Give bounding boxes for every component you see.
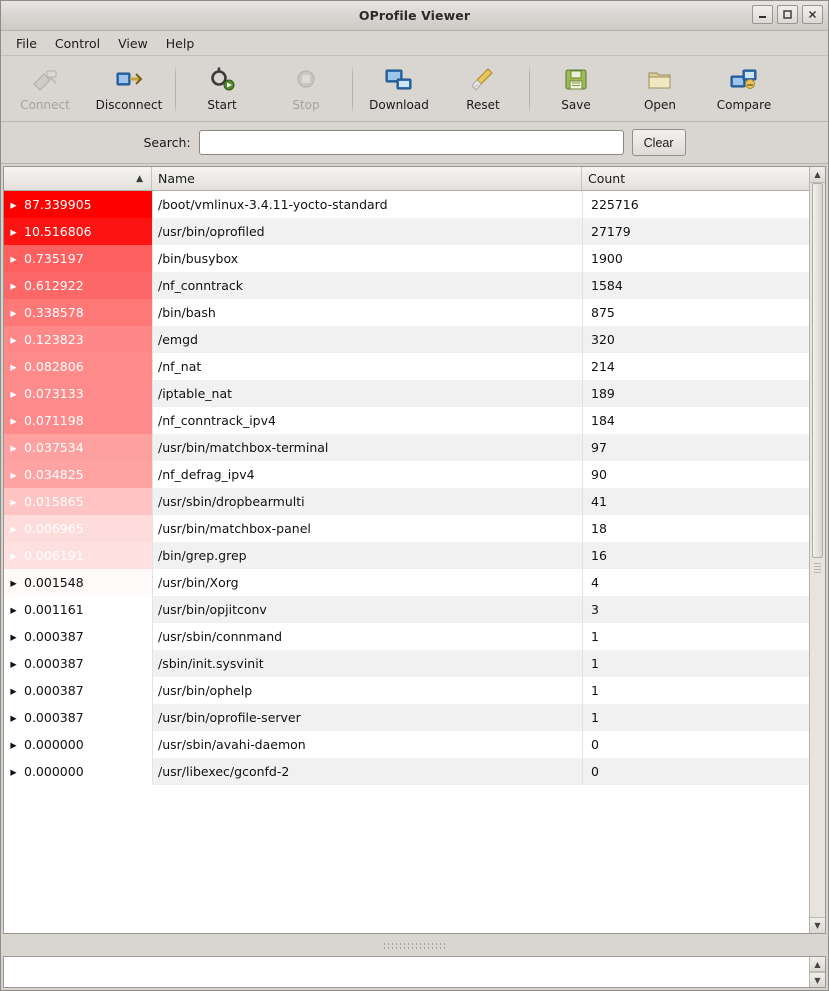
cell-count: 1 [582,650,809,677]
percent-value: 0.612922 [24,278,84,293]
cell-percent [4,272,152,299]
percent-value: 0.000387 [24,710,84,725]
cell-count: 0 [582,731,809,758]
details-scroll-down-button[interactable]: ▼ [810,972,825,987]
title-bar [1,1,828,31]
expander-triangle-icon[interactable]: ▸ [10,413,17,428]
sort-ascending-icon: ▲ [136,173,143,184]
reset-label: Reset [466,98,500,112]
percent-value: 0.000000 [24,764,84,779]
maximize-button[interactable] [777,5,798,24]
search-label: Search: [143,135,191,150]
scroll-thumb-grip [814,563,821,573]
table-row[interactable] [4,407,809,434]
cell-count: 3 [582,596,809,623]
cell-name: /usr/bin/ophelp [152,677,582,704]
percent-value: 0.001548 [24,575,84,590]
stop-button[interactable] [264,60,348,119]
percent-value: 0.338578 [24,305,84,320]
table-row[interactable] [4,569,809,596]
toolbar-separator-1 [175,64,176,115]
save-label: Save [561,98,591,112]
compare-label: Compare [716,98,772,112]
table-row[interactable] [4,191,809,218]
table-body [4,191,809,933]
cell-percent [4,299,152,326]
cell-count: 184 [582,407,809,434]
clear-button[interactable]: Clear [632,129,686,156]
percent-value: 0.001161 [24,602,84,617]
start-button[interactable] [180,60,264,119]
cell-count: 90 [582,461,809,488]
cell-percent [4,758,152,785]
cell-count: 1584 [582,272,809,299]
details-pane-scrollbar[interactable] [809,957,825,987]
scroll-down-button[interactable]: ▼ [810,917,825,933]
cell-percent [4,569,152,596]
details-pane-content [4,957,809,987]
cell-name: /usr/libexec/gconfd-2 [152,758,582,785]
cell-count: 875 [582,299,809,326]
download-label: Download [369,98,429,112]
expander-triangle-icon[interactable]: ▸ [10,494,17,509]
disconnect-button[interactable] [87,60,171,119]
cell-percent [4,596,152,623]
table-row[interactable] [4,272,809,299]
cell-percent [4,407,152,434]
expander-triangle-icon[interactable]: ▸ [10,710,17,725]
column-header-count-label: Count [588,171,626,186]
table-row[interactable] [4,677,809,704]
menu-view[interactable]: View [118,35,148,51]
profile-table [3,166,826,934]
cell-name: /bin/busybox [152,245,582,272]
cell-name: /usr/bin/oprofile-server [152,704,582,731]
table-row[interactable] [4,623,809,650]
cell-count: 16 [582,542,809,569]
table-row[interactable] [4,488,809,515]
expander-triangle-icon[interactable]: ▸ [10,359,17,374]
expander-triangle-icon[interactable]: ▸ [10,278,17,293]
table-row[interactable] [4,380,809,407]
cell-count: 1900 [582,245,809,272]
percent-value: 0.082806 [24,359,84,374]
cell-percent [4,326,152,353]
search-input[interactable] [199,130,624,155]
cell-name: /emgd [152,326,582,353]
cell-name: /nf_nat [152,353,582,380]
table-row[interactable] [4,731,809,758]
percent-value: 0.015865 [24,494,84,509]
cell-percent [4,191,152,218]
menu-file[interactable]: File [16,35,37,51]
expander-triangle-icon[interactable]: ▸ [10,521,17,536]
minimize-button[interactable] [752,5,773,24]
connect-button[interactable] [3,60,87,119]
expander-triangle-icon[interactable]: ▸ [10,251,17,266]
percent-value: 0.034825 [24,467,84,482]
cell-percent [4,731,152,758]
cell-percent [4,434,152,461]
expander-triangle-icon[interactable]: ▸ [10,440,17,455]
scroll-track[interactable] [810,183,825,917]
table-header-row [4,167,809,191]
disconnect-label: Disconnect [95,98,163,112]
table-row[interactable] [4,542,809,569]
table-row[interactable] [4,515,809,542]
cell-name: /boot/vmlinux-3.4.11-yocto-standard [152,191,582,218]
expander-triangle-icon[interactable]: ▸ [10,386,17,401]
expander-triangle-icon[interactable]: ▸ [10,656,17,671]
column-header-name[interactable] [152,167,582,190]
percent-value: 0.006965 [24,521,84,536]
cell-count: 214 [582,353,809,380]
open-button[interactable] [618,60,702,119]
expander-triangle-icon[interactable]: ▸ [10,602,17,617]
toolbar-separator-2 [352,64,353,115]
cell-name: /usr/bin/opjitconv [152,596,582,623]
expander-triangle-icon[interactable]: ▸ [10,467,17,482]
table-row[interactable] [4,758,809,785]
cell-percent [4,515,152,542]
table-vertical-scrollbar[interactable] [809,167,825,933]
menu-control[interactable]: Control [54,35,101,51]
connect-icon [28,65,62,95]
menu-bar [1,31,828,56]
cell-percent [4,380,152,407]
open-folder-icon [643,65,677,95]
cell-percent [4,488,152,515]
scroll-up-button[interactable]: ▲ [810,167,825,183]
cell-percent [4,353,152,380]
save-disk-icon [559,65,593,95]
table-row[interactable] [4,704,809,731]
stop-icon [289,65,323,95]
details-pane [3,956,826,988]
cell-percent [4,461,152,488]
cell-name: /usr/bin/Xorg [152,569,582,596]
expander-triangle-icon[interactable]: ▸ [10,548,17,563]
cell-percent [4,704,152,731]
close-button[interactable] [802,5,823,24]
expander-triangle-icon[interactable]: ▸ [10,764,17,779]
cell-name: /iptable_nat [152,380,582,407]
scroll-thumb[interactable] [812,183,823,558]
cell-name: /sbin/init.sysvinit [152,650,582,677]
cell-percent [4,542,152,569]
cell-count: 0 [582,758,809,785]
window-controls [752,5,823,24]
cell-name: /nf_defrag_ipv4 [152,461,582,488]
cell-name: /usr/sbin/dropbearmulti [152,488,582,515]
cell-count: 4 [582,569,809,596]
percent-value: 0.071198 [24,413,84,428]
cell-name: /usr/bin/matchbox-panel [152,515,582,542]
reset-button[interactable] [441,60,525,119]
table-row[interactable] [4,461,809,488]
splitter-grip-icon [384,942,446,949]
table-row[interactable] [4,596,809,623]
cell-percent [4,650,152,677]
menu-help[interactable]: Help [165,35,195,51]
cell-count: 225716 [582,191,809,218]
start-icon [205,65,239,95]
cell-name: /bin/bash [152,299,582,326]
table-row[interactable] [4,245,809,272]
open-label: Open [643,98,677,112]
start-label: Start [207,98,237,112]
cell-name: /nf_conntrack [152,272,582,299]
cell-count: 1 [582,677,809,704]
connect-label: Connect [20,98,70,112]
table-row[interactable] [4,218,809,245]
pane-splitter[interactable] [1,934,828,956]
search-bar [1,122,828,164]
table-row[interactable] [4,326,809,353]
percent-value: 0.123823 [24,332,84,347]
download-icon [382,65,416,95]
percent-value: 0.000000 [24,737,84,752]
column-header-name-label: Name [158,171,195,186]
percent-value: 0.006191 [24,548,84,563]
column-header-percent[interactable] [4,167,152,190]
cell-count: 1 [582,623,809,650]
compare-icon [727,65,761,95]
percent-value: 0.073133 [24,386,84,401]
percent-value: 0.735197 [24,251,84,266]
cell-percent [4,218,152,245]
cell-name: /usr/sbin/connmand [152,623,582,650]
table-row[interactable] [4,650,809,677]
cell-name: /nf_conntrack_ipv4 [152,407,582,434]
cell-count: 1 [582,704,809,731]
details-scroll-up-button[interactable]: ▲ [810,957,825,972]
cell-percent [4,677,152,704]
cell-name: /usr/sbin/avahi-daemon [152,731,582,758]
expander-triangle-icon[interactable]: ▸ [10,224,17,239]
cell-count: 320 [582,326,809,353]
cell-percent [4,623,152,650]
cell-name: /usr/bin/matchbox-terminal [152,434,582,461]
expander-triangle-icon[interactable]: ▸ [10,629,17,644]
toolbar-separator-3 [529,64,530,115]
expander-triangle-icon[interactable]: ▸ [10,737,17,752]
expander-triangle-icon[interactable]: ▸ [10,575,17,590]
cell-name: /usr/bin/oprofiled [152,218,582,245]
column-header-count[interactable] [582,167,809,190]
percent-value: 0.000387 [24,629,84,644]
table-wrapper [4,167,809,933]
expander-triangle-icon[interactable]: ▸ [10,683,17,698]
percent-value: 10.516806 [24,224,92,239]
cell-percent [4,245,152,272]
download-button[interactable] [357,60,441,119]
stop-label: Stop [292,98,320,112]
percent-value: 0.000387 [24,683,84,698]
cell-count: 27179 [582,218,809,245]
save-button[interactable] [534,60,618,119]
percent-value: 0.000387 [24,656,84,671]
cell-name: /bin/grep.grep [152,542,582,569]
expander-triangle-icon[interactable]: ▸ [10,197,17,212]
table-row[interactable] [4,299,809,326]
compare-button[interactable] [702,60,786,119]
expander-triangle-icon[interactable]: ▸ [10,305,17,320]
reset-broom-icon [466,65,500,95]
expander-triangle-icon[interactable]: ▸ [10,332,17,347]
toolbar [1,56,828,122]
table-row[interactable] [4,353,809,380]
cell-count: 97 [582,434,809,461]
table-row[interactable] [4,434,809,461]
disconnect-icon [112,65,146,95]
cell-count: 41 [582,488,809,515]
percent-value: 87.339905 [24,197,92,212]
window-title: OProfile Viewer [358,8,471,23]
cell-count: 18 [582,515,809,542]
percent-value: 0.037534 [24,440,84,455]
cell-count: 189 [582,380,809,407]
